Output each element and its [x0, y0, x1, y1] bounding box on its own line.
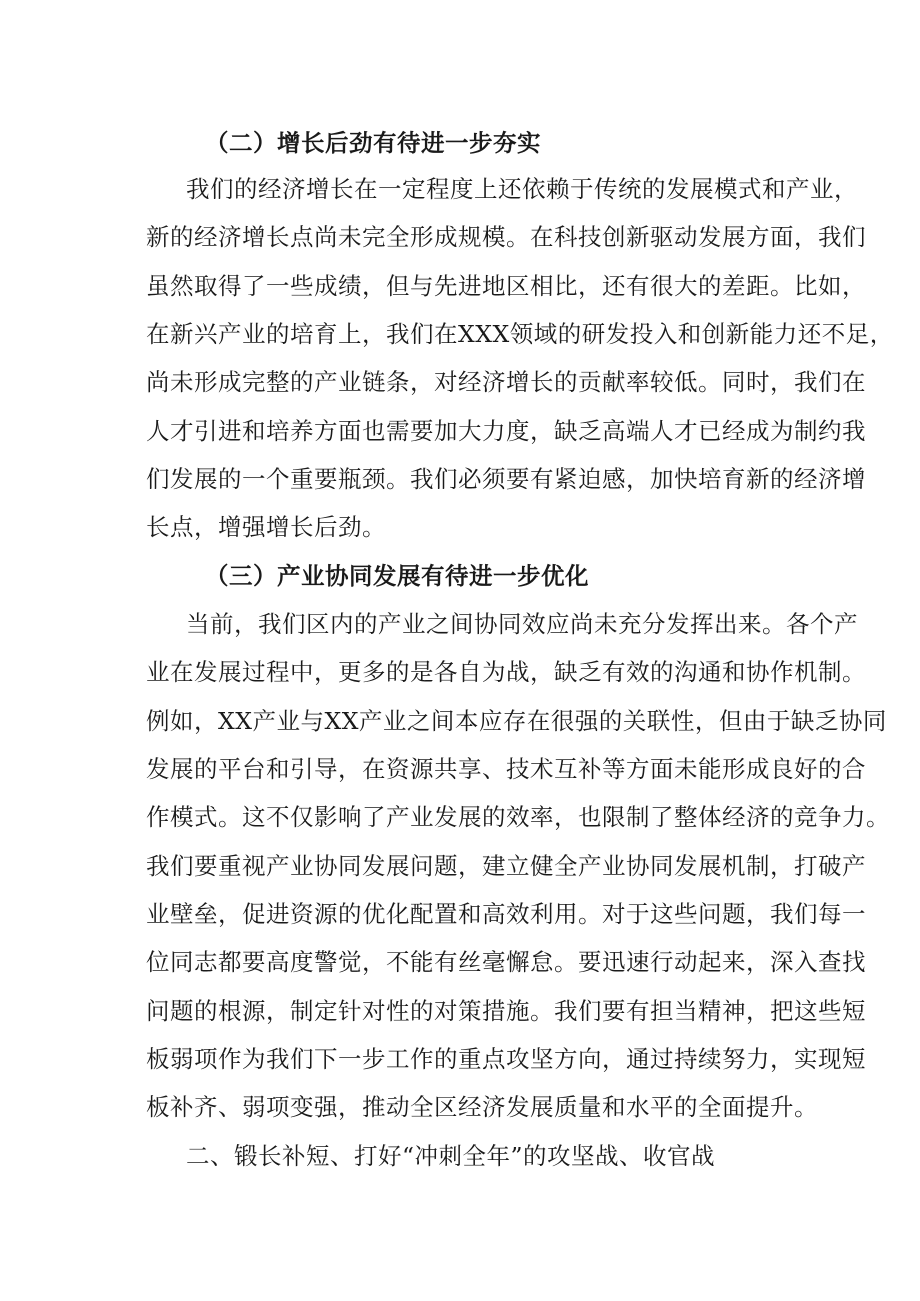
- paragraph-line: 新的经济增长点尚未完全形成规模。在科技创新驱动发展方面，我们: [146, 223, 866, 251]
- paragraph-line: 作模式。这不仅影响了产业发展的效率，也限制了整体经济的竞争力。: [146, 803, 890, 831]
- paragraph-line: 虽然取得了一些成绩，但与先进地区相比，还有很大的差距。比如，: [146, 272, 866, 300]
- paragraph-line: 长点，增强增长后劲。: [146, 513, 386, 541]
- paragraph-line: 在新兴产业的培育上，我们在XXX领域的研发投入和创新能力还不足，: [146, 320, 894, 348]
- paragraph-line: 们发展的一个重要瓶颈。我们必须要有紧迫感，加快培育新的经济增: [146, 465, 866, 493]
- paragraph-line: 业在发展过程中，更多的是各自为战，缺乏有效的沟通和协作机制。: [146, 658, 866, 686]
- section-heading-2: （二）增长后劲有待进一步夯实: [205, 129, 541, 157]
- paragraph-line: 尚未形成完整的产业链条，对经济增长的贡献率较低。同时，我们在: [146, 368, 866, 396]
- paragraph-line: 例如，XX产业与XX产业之间本应存在很强的关联性，但由于缺乏协同: [146, 707, 887, 735]
- paragraph-line: 业壁垒，促进资源的优化配置和高效利用。对于这些问题，我们每一: [146, 900, 866, 928]
- section-heading-3: （三）产业协同发展有待进一步优化: [205, 562, 589, 590]
- paragraph-line: 我们的经济增长在一定程度上还依赖于传统的发展模式和产业，: [186, 175, 858, 203]
- paragraph-line: 人才引进和培养方面也需要加大力度，缺乏高端人才已经成为制约我: [146, 417, 866, 445]
- paragraph-line: 当前，我们区内的产业之间协同效应尚未充分发挥出来。各个产: [186, 610, 858, 638]
- paragraph-line: 板弱项作为我们下一步工作的重点攻坚方向，通过持续努力，实现短: [146, 1045, 866, 1073]
- part-heading-2: 二、锻长补短、打好“冲刺全年”的攻坚战、收官战: [186, 1142, 716, 1170]
- paragraph-line: 板补齐、弱项变强，推动全区经济发展质量和水平的全面提升。: [146, 1093, 818, 1121]
- paragraph-line: 问题的根源，制定针对性的对策措施。我们要有担当精神，把这些短: [146, 997, 866, 1025]
- paragraph-line: 发展的平台和引导，在资源共享、技术互补等方面未能形成良好的合: [146, 755, 866, 783]
- paragraph-line: 我们要重视产业协同发展问题，建立健全产业协同发展机制，打破产: [146, 852, 866, 880]
- paragraph-line: 位同志都要高度警觉，不能有丝毫懈怠。要迅速行动起来，深入查找: [146, 948, 866, 976]
